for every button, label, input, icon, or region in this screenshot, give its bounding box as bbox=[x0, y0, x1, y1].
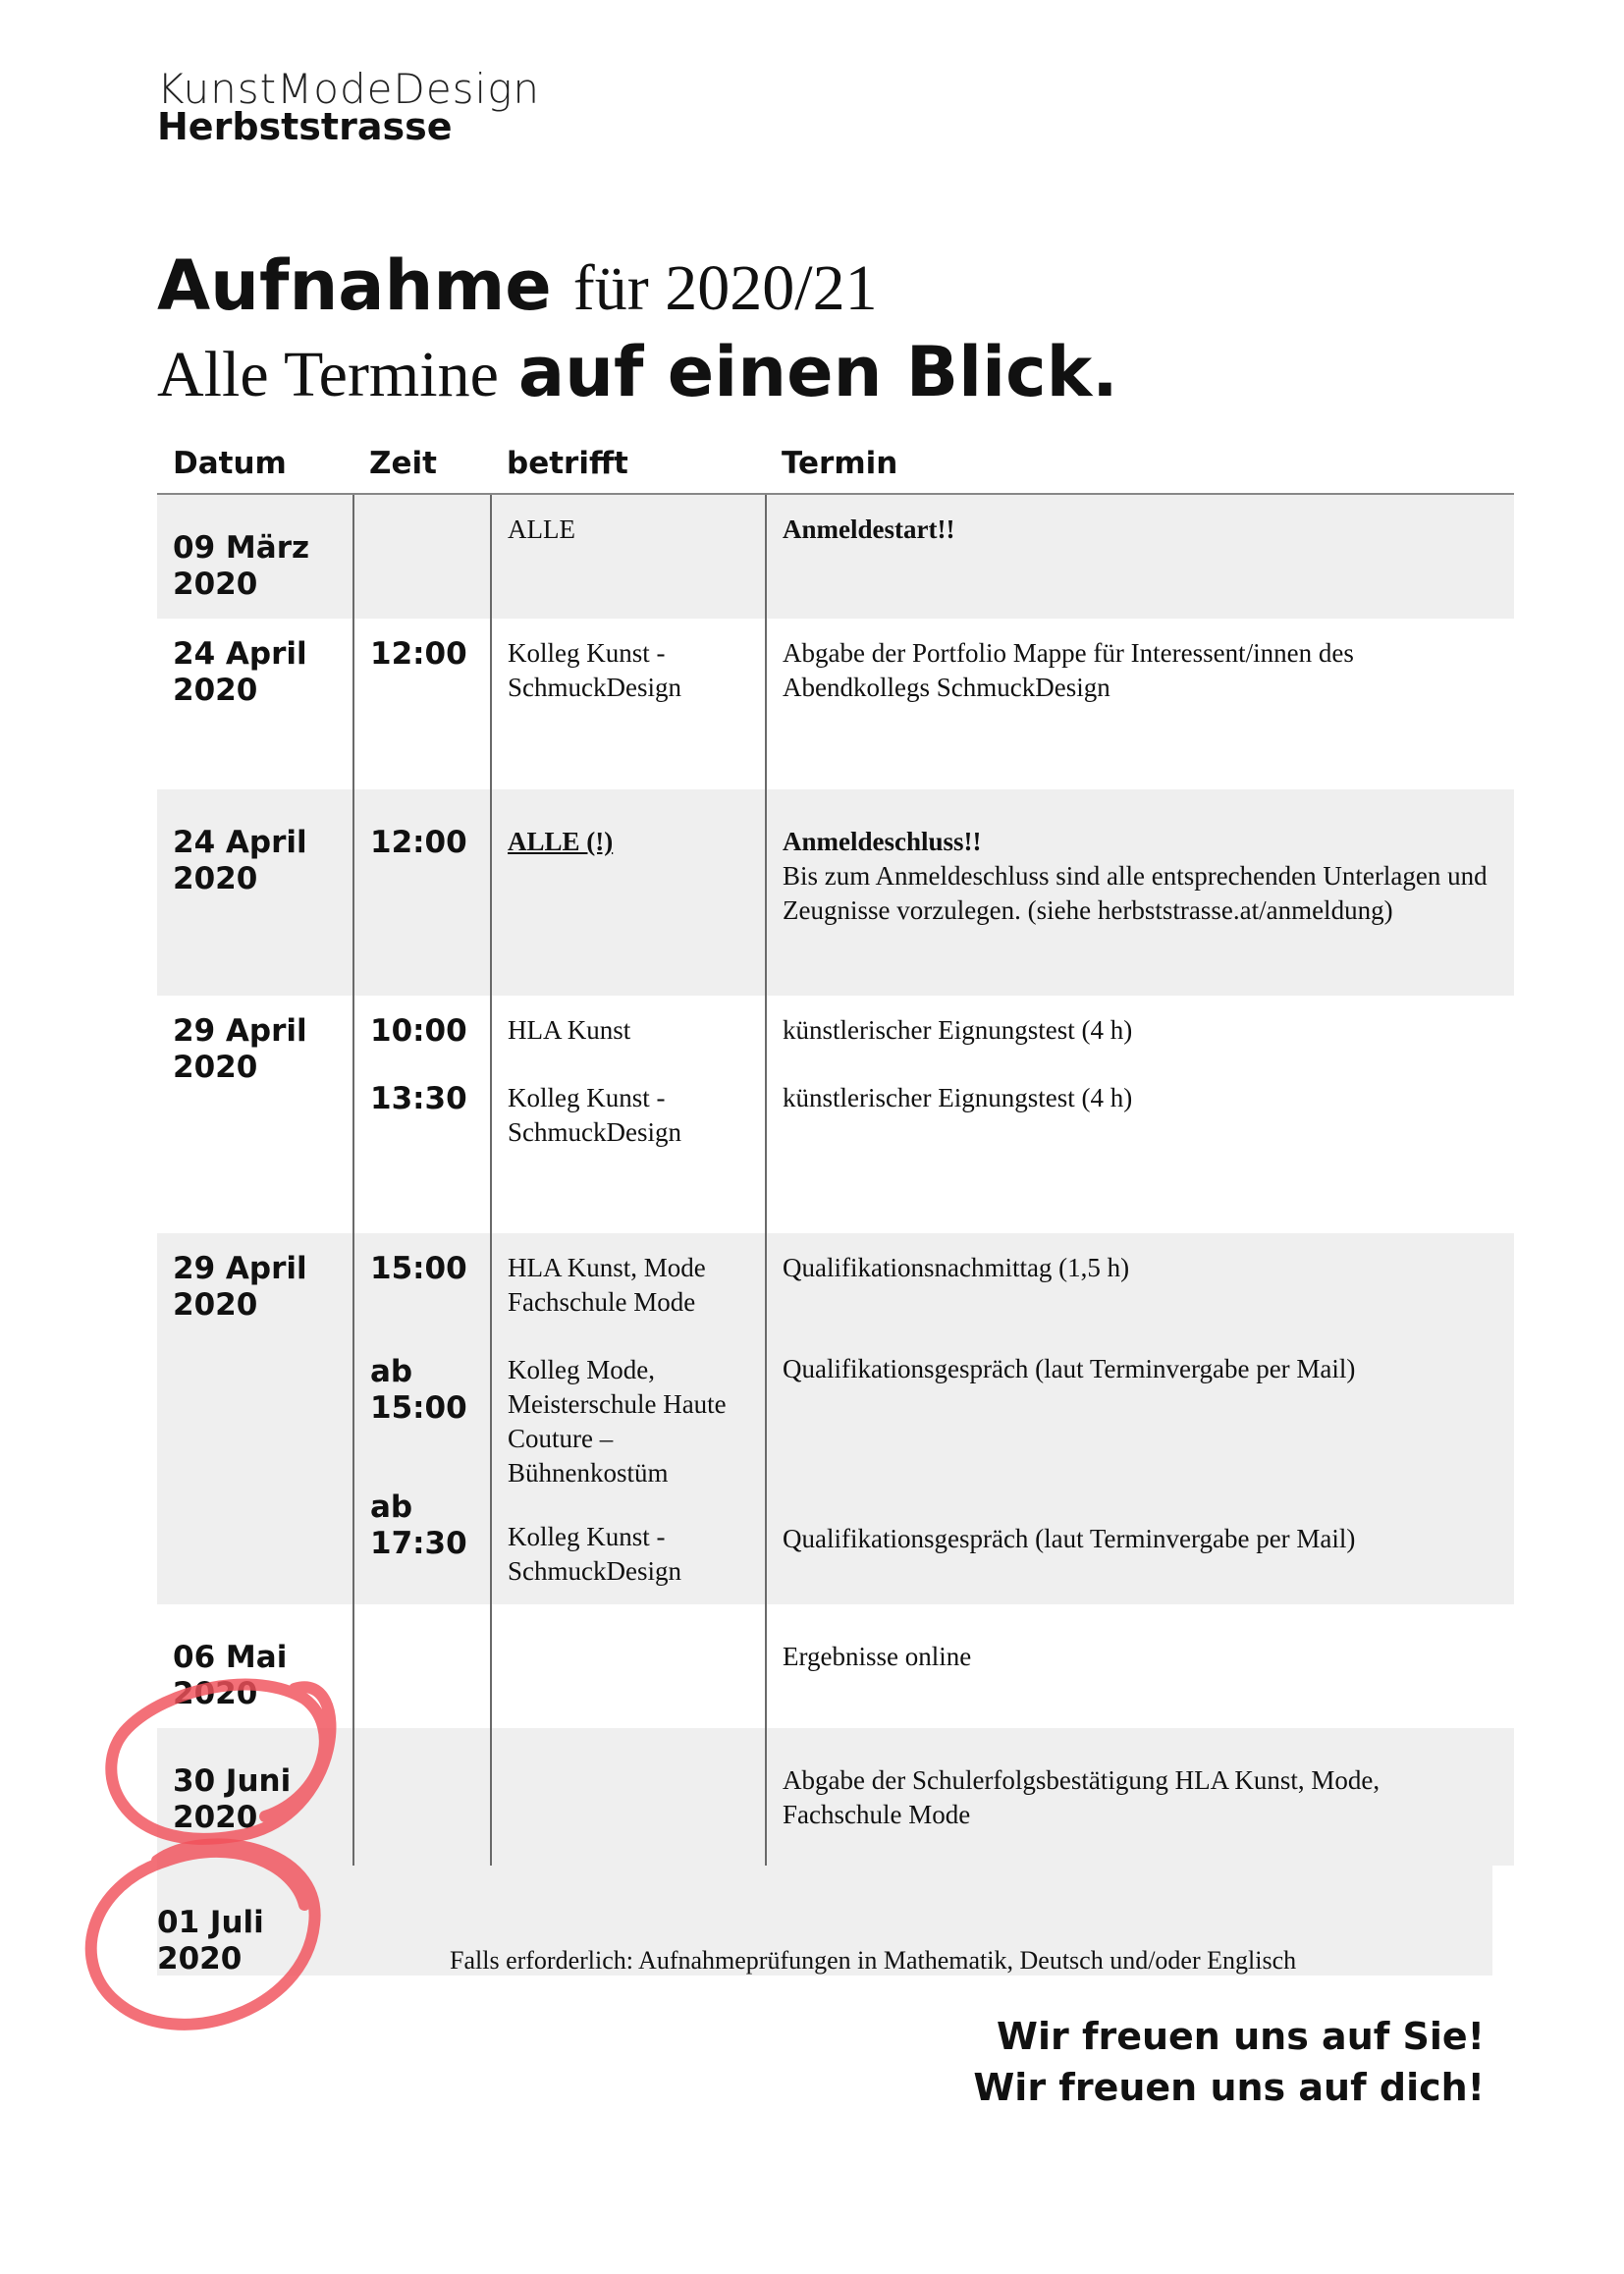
row-event: Qualifikationsgespräch (laut Terminvergabe per Mail) bbox=[783, 1524, 1356, 1553]
table-row bbox=[157, 1233, 1514, 1604]
closing-message bbox=[973, 2011, 1485, 2113]
table-row bbox=[157, 619, 1514, 789]
headline-bold-1: Aufnahme bbox=[157, 245, 552, 326]
headline-bold-2: auf einen Blick. bbox=[517, 332, 1118, 412]
schedule-table bbox=[157, 432, 1514, 1866]
logo-line-1: KunstModeDesign bbox=[157, 65, 541, 113]
row-event: Qualifikationsnachmittag (1,5 h) bbox=[783, 1253, 1130, 1282]
headline-serif-2: Alle Termine bbox=[157, 339, 499, 410]
table-row bbox=[157, 996, 1514, 1233]
row-event: Qualifikationsgespräch (laut Terminvergabe per Mail) bbox=[783, 1354, 1356, 1383]
row-event: Bis zum Anmeldeschluss sind alle entsprechenden Unterlagen und Zeugnisse vorzulegen. (siehe herbststrasse.at/anmeldung) bbox=[783, 861, 1488, 925]
page-title bbox=[157, 245, 1118, 412]
row-time: 12:00 bbox=[370, 636, 467, 672]
row-event: künstlerischer Eignungstest (4 h) bbox=[783, 1083, 1133, 1112]
logo bbox=[157, 65, 541, 148]
header-datum: Datum bbox=[157, 432, 353, 494]
row-time: 12:00 bbox=[370, 825, 467, 860]
closing-line-2: Wir freuen uns auf dich! bbox=[973, 2066, 1485, 2109]
row-date: 09 März 2020 bbox=[173, 530, 310, 602]
row-time: 10:00 bbox=[370, 1013, 467, 1049]
footer-note: Falls erforderlich: Aufnahmeprüfungen in Mathematik, Deutsch und/oder Englisch bbox=[450, 1946, 1297, 1975]
header-termin: Termin bbox=[766, 432, 1514, 494]
row-group: HLA Kunst, Mode Fachschule Mode bbox=[508, 1253, 706, 1317]
row-group: HLA Kunst bbox=[508, 1015, 631, 1045]
row-group: ALLE bbox=[491, 494, 766, 619]
row-event: Ergebnisse online bbox=[783, 1642, 972, 1671]
row-date: 30 Juni 2020 bbox=[173, 1763, 292, 1835]
row-time: ab 17:30 bbox=[370, 1489, 467, 1561]
footer-date: 01 Juli 2020 bbox=[157, 1905, 264, 1976]
row-group: Kolleg Kunst - SchmuckDesign bbox=[508, 1083, 681, 1147]
row-group: Kolleg Kunst - SchmuckDesign bbox=[508, 1522, 681, 1586]
row-date: 06 Mai 2020 bbox=[173, 1640, 288, 1711]
header-zeit: Zeit bbox=[353, 432, 491, 494]
row-group: ALLE (!) bbox=[508, 827, 614, 856]
header-betrifft: betrifft bbox=[491, 432, 766, 494]
headline-row-1 bbox=[157, 245, 1118, 326]
headline-serif-1: für 2020/21 bbox=[572, 252, 878, 324]
row-time bbox=[353, 494, 491, 619]
row-group: Kolleg Mode, Meisterschule Haute Couture – Bühnenkostüm bbox=[508, 1355, 727, 1488]
row-time: ab 15:00 bbox=[370, 1354, 467, 1426]
row-date: 29 April 2020 bbox=[173, 1013, 307, 1085]
row-event-title: Anmeldeschluss!! bbox=[783, 827, 982, 856]
row-time: 15:00 bbox=[370, 1251, 467, 1286]
table-row bbox=[157, 789, 1514, 996]
row-event: Abgabe der Portfolio Mappe für Interessent/innen des Abendkollegs SchmuckDesign bbox=[783, 638, 1354, 702]
table-row bbox=[157, 1728, 1514, 1866]
row-date: 24 April 2020 bbox=[173, 825, 307, 896]
row-event: künstlerischer Eignungstest (4 h) bbox=[783, 1015, 1133, 1045]
closing-line-1: Wir freuen uns auf Sie! bbox=[997, 2015, 1485, 2058]
row-event: Anmeldestart!! bbox=[783, 514, 955, 544]
table-row bbox=[157, 494, 1514, 619]
table-header-row bbox=[157, 432, 1514, 494]
row-event: Abgabe der Schulerfolgsbestätigung HLA Kunst, Mode, Fachschule Mode bbox=[783, 1765, 1380, 1829]
row-date: 29 April 2020 bbox=[173, 1251, 307, 1323]
table-row bbox=[157, 1604, 1514, 1728]
headline-row-2 bbox=[157, 332, 1118, 412]
row-time: 13:30 bbox=[370, 1081, 467, 1116]
row-group: Kolleg Kunst - SchmuckDesign bbox=[508, 638, 681, 702]
row-date: 24 April 2020 bbox=[173, 636, 307, 708]
logo-line-2: Herbststrasse bbox=[157, 105, 453, 148]
